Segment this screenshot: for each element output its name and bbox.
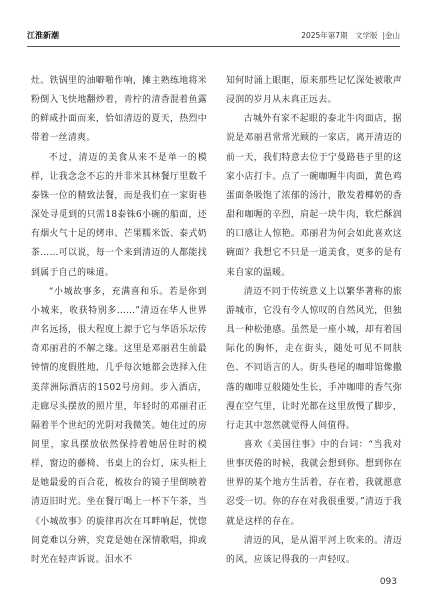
paragraph: 知何时涌上眼眶，原来那些记忆深处被歌声浸润的岁月从未真正远去。 <box>226 76 402 106</box>
paragraph: 喜欢《美国往事》中的台词：“当我对世事厌倦的时候，我就会想到你。想到你在世界的某个地方生活着，存在着，我就愿意忍受一切。你的存在对我很重要。”清迈于我就是这样的存在。 <box>226 439 402 527</box>
page-number: 093 <box>379 577 397 587</box>
column-name: 金山 <box>385 31 400 40</box>
paragraph: “小城故事多，充满喜和乐。若是你到小城来，收获特别多……”清迈在华人世界声名远扬，很大程度上源于它与华语乐坛传奇邓丽君的不解之缘。这里是邓丽君生前最钟情的度假胜地，几乎每次她都会选择入住美萍洲际酒店的1502号房间。步入酒店，走廊尽头摆放的照片里，年轻时的邓丽君正隔着半个世纪的光阴对我微笑。她住过的房间里，家具摆放依然保持着她居住时的模样，窗边的藤椅、书桌上的台灯，床头柜上是她最爱的百合花，梳妆台的镜子里倒映着清迈旧时光。坐在餐厅喝上一杯下午茶，当《小城故事》的旋律再次在耳畔响起，恍惚间竟难以分辨，究竟是她在深情歌唱，抑或时光在轻声诉说。泪水不 <box>31 286 207 565</box>
right-text-column <box>226 72 402 570</box>
paragraph: 清迈不同于传统意义上以繁华著称的旅游城市，它没有令人惊叹的自然风光，但独具一种松弛感。虽然是一座小城，却有着国际化的胸怀，走在街头，随处可见不同肤色、不同语言的人。街头巷尾的咖啡馆像撒落的咖啡豆般随处生长，手冲咖啡的香气弥漫在空气里，让时光都在这里放慢了脚步，行走其中忽然就觉得人间值得。 <box>226 286 402 431</box>
header-separator: | <box>382 31 385 40</box>
section-name: 文学版 <box>354 31 378 40</box>
page-header <box>27 28 400 47</box>
paragraph: 古城外有家不起眼的泰北牛肉面店，据说是邓丽君常常光顾的一家店，离开清迈的前一天，我们特意去位于宁曼路巷子里的这家小店打卡。点了一碗咖喱牛肉面，黄色鸡蛋面条吸饱了浓郁的汤汁，散发着椰奶的香甜和咖喱的辛烈，肩起一块牛肉，软烂酥润的口感让人惊艳。邓丽君为何会如此喜欢这碗面？我想它不只是一道美食，更多的是有来自家的温暖。 <box>226 114 402 278</box>
paragraph: 灶。铁锅里的油噼啪作响，摊主熟练地将米粉倒入飞快地翻炒着，青柠的清香混着鱼露的鲜咸扑面而来，恰如清迈的夏天，热烈中带着一丝清爽。 <box>31 76 207 144</box>
paragraph: 不过，清迈的美食从来不是单一的模样，让我念念不忘的并非米其林餐厅里数千泰铢一位的精致法餐，而是我们在一家街巷深处寻觅到的只需18泰铢6小碗的船面，还有烟火气十足的烤串、芒果糯米饭、泰式奶茶……可以说，每一个来到清迈的人都能找到属于自己的味道。 <box>31 152 207 278</box>
left-text-column <box>31 72 207 570</box>
paragraph: 清迈的风，是从湄平河上吹来的。清迈的风，应该记得我的一声轻叹。 <box>226 535 402 565</box>
issue-number: 2025年第7期 <box>301 31 348 40</box>
issue-info <box>296 30 400 41</box>
magazine-brand: 江淮新潮 <box>27 31 59 40</box>
